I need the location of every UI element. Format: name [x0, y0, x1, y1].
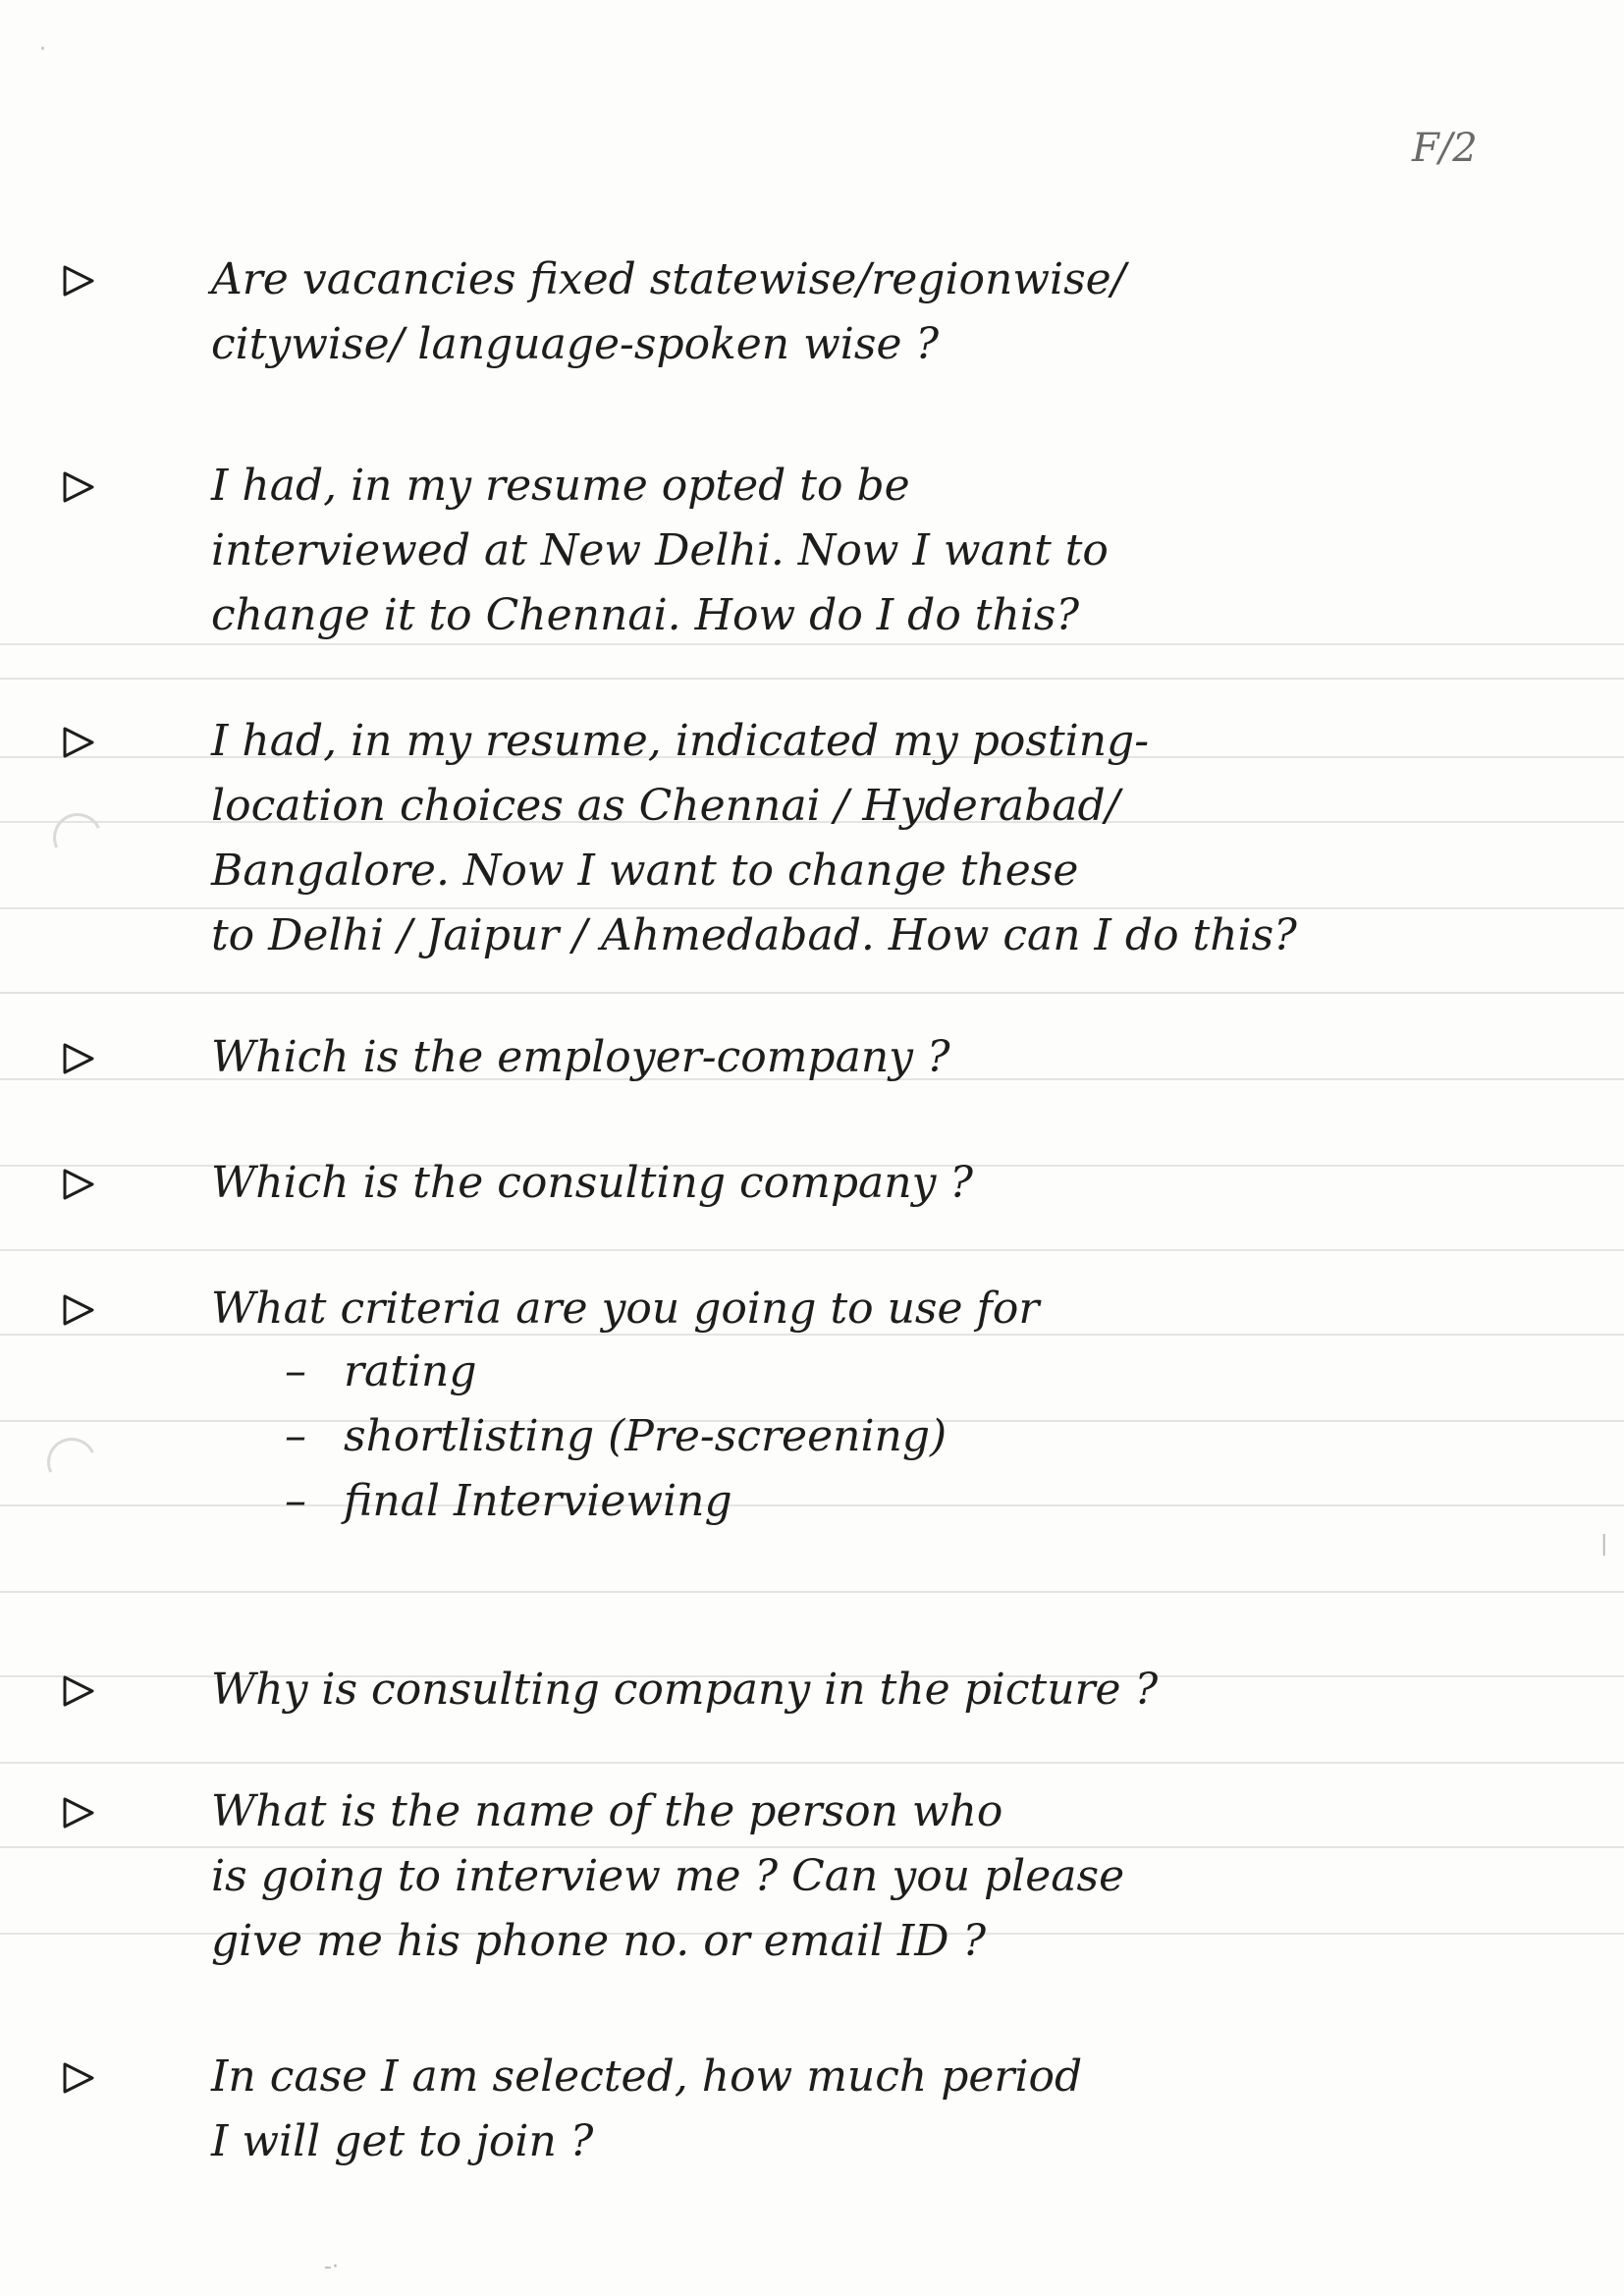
triangle-bullet-icon — [59, 1039, 98, 1078]
triangle-bullet-icon — [59, 723, 98, 762]
triangle-bullet-icon — [59, 2058, 98, 2098]
ruled-line — [0, 1591, 1624, 1593]
criteria-label: rating — [344, 1346, 477, 1396]
question-text: Why is consulting company in the picture ? — [211, 1665, 1159, 1715]
triangle-bullet-icon — [59, 1290, 98, 1330]
question-text: Which is the consulting company ? — [211, 1158, 974, 1208]
criteria-list-item: – shortlisting (Pre-screening) — [285, 1411, 947, 1461]
question-text: Which is the employer-company ? — [211, 1032, 950, 1082]
ruled-line — [0, 678, 1624, 680]
triangle-bullet-icon — [59, 467, 98, 507]
ruled-line — [0, 1762, 1624, 1764]
triangle-bullet-icon — [59, 261, 98, 301]
question-text: In case I am selected, how much period I will get to join ? — [211, 2051, 1083, 2166]
question-text: What criteria are you going to use for — [211, 1284, 1040, 1334]
scan-speck: -· — [324, 2255, 339, 2279]
triangle-bullet-icon — [59, 1165, 98, 1204]
criteria-label: shortlisting (Pre-screening) — [344, 1411, 947, 1461]
triangle-bullet-icon — [59, 1793, 98, 1832]
scan-speck: · — [39, 37, 46, 62]
triangle-bullet-icon — [59, 1671, 98, 1711]
punch-hole-mark — [40, 1431, 103, 1494]
criteria-list-item: – rating — [285, 1346, 477, 1396]
page-number: F/2 — [1412, 126, 1478, 171]
ruled-line — [0, 992, 1624, 994]
question-text: I had, in my resume opted to be interviewed at New Delhi. Now I want to change it to Chennai. How do I do this? — [211, 461, 1109, 640]
punch-hole-mark — [46, 806, 109, 869]
criteria-list-item: – final Interviewing — [285, 1476, 732, 1526]
question-text: I had, in my resume, indicated my posting- location choices as Chennai / Hyderabad/ Bangalore. Now I want to change these to Delhi / Jaipur / Ahmedabad. How can I do this? — [211, 716, 1297, 960]
scan-speck: | — [1600, 1532, 1608, 1557]
ruled-line — [0, 1249, 1624, 1251]
question-text: What is the name of the person who is going to interview me ? Can you please give me his phone no. or email ID ? — [211, 1786, 1125, 1966]
question-text: Are vacancies fixed statewise/regionwise/ citywise/ language-spoken wise ? — [211, 254, 1126, 369]
criteria-label: final Interviewing — [344, 1476, 732, 1526]
criteria-list — [285, 1339, 947, 1534]
